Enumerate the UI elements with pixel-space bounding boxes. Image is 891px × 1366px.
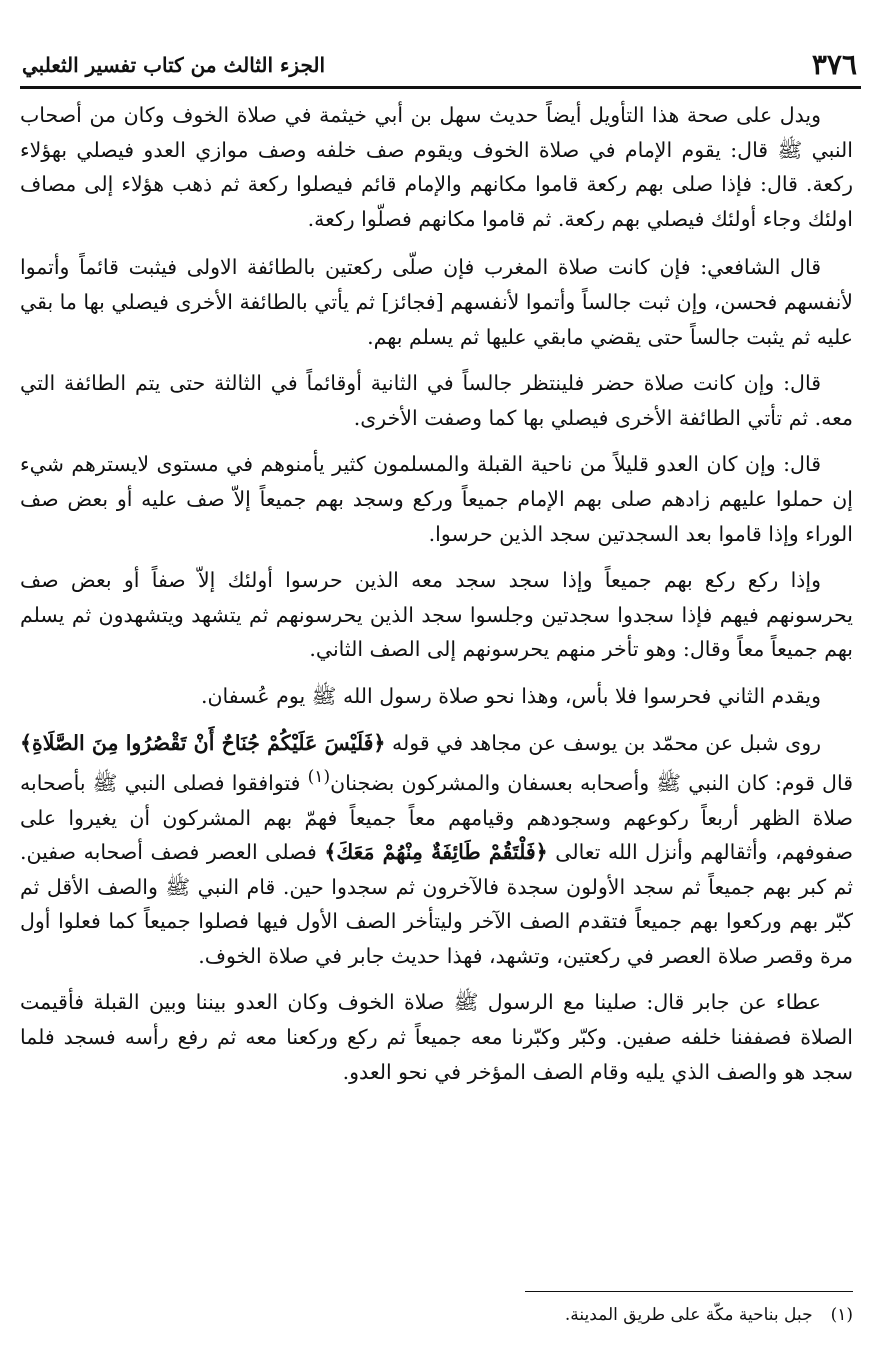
paragraph: قال الشافعي: فإن كانت صلاة المغرب فإن صلّى ركعتين بالطائفة الاولى فيثبت قائماً وأتموا لأنفسهم فحسن، وإن ثبت جالساً وأتموا لأنفسهم [فجائز] ثم يأتي بالطائفة الأخرى فيصلي بها ما بقي عليه ثم يثبت جالساً حتى يقضي مابقي عليها ثم يسلم بهم. xyxy=(20,255,853,349)
quran-verse: ﴿فَلْتَقُمْ طَائِفَةٌ مِنْهُمْ مَعَكَ﴾ xyxy=(324,840,548,865)
paragraph: قال: وإن كان العدو قليلاً من ناحية القبلة والمسلمون كثير يأمنوهم في مستوى لايسترهم شيء إن حملوا عليهم زادهم صلى بهم الإمام جميعاً وركع وسجد بهم جميعاً إلاّ صف عليه أو بعض صف الوراء وإذا قاموا بعد السجدتين سجد الذين حرسوا. xyxy=(20,452,853,546)
page-header xyxy=(22,40,857,80)
text-run: فصلى العصر فصف أصحابه صفين. ثم كبر بهم جميعاً ثم سجد الأولون سجدة فالآخرون ثم سجدوا حين. قام النبي ﷺ والصف الأقل ثم كبّر بهم وركعوا بهم جميعاً فتقدم الصف الآخر وليتأخر الصف الأول فيها فصلوا جميعاً كما فعلوا أول مرة وقصر صلاة العصر في ركعتين، وتشهد، فهذا حديث جابر في صلاة الخوف. xyxy=(20,840,853,968)
page-body xyxy=(20,98,853,1101)
running-title: الجزء الثالث من كتاب تفسير الثعلبي xyxy=(22,53,325,77)
paragraph: ويدل على صحة هذا التأويل أيضاً حديث سهل بن أبي خيثمة في صلاة الخوف وكان من أصحاب النبي ﷺ قال: يقوم الإمام في صلاة الخوف ويقوم صف خلفه وصف موازي العدو فيصلي بهؤلاء ركعة. قال: فإذا صلى بهم ركعة قاموا مكانهم والإمام قائم فيصلوا ركعة ثم ذهب هؤلاء إلى مصاف اولئك وجاء أولئك فيصلي بهم ركعة. ثم قاموا مكانهم فصلّوا ركعة. xyxy=(20,103,853,231)
paragraph: وإذا ركع ركع بهم جميعاً وإذا سجد سجد معه الذين حرسوا أولئك إلاّ صفاً أو بعض صف يحرسونهم فيهم فإذا سجدوا سجدتين وجلسوا سجد الذين يحرسونهم ثم يتشهد ويتشهدون ثم يسلم بهم جميعاً معاً وقال: وهو تأخر منهم يحرسونهم إلى الصف الثاني. xyxy=(20,568,853,662)
footnote-marker: (١) xyxy=(307,767,331,788)
text-run: فتوافقوا فصلى النبي ﷺ بأصحابه صلاة الظهر أربعاً ركوعهم وسجودهم وقيامهم معاً جميعاً فهمّ بهم المشركون أن يغيروا على صفوفهم، وأثقالهم وأنزل الله تعالى xyxy=(20,770,853,865)
paragraph: عطاء عن جابر قال: صلينا مع الرسول ﷺ صلاة الخوف وكان العدو بيننا وبين القبلة فأقيمت الصلاة فصففنا خلفه صفين. وكبّر وكبّرنا معه جميعاً ثم ركع وركعنا معه ثم رفع رأسه فسجد فلما سجد هو والصف الذي يليه وقام الصف المؤخر في نحو العدو. xyxy=(20,990,853,1084)
paragraph: ويقدم الثاني فحرسوا فلا بأس، وهذا نحو صلاة رسول الله ﷺ يوم عُسفان. xyxy=(200,683,821,708)
footnote-text: جبل بناحية مكّة على طريق المدينة. xyxy=(564,1305,813,1325)
paragraph-with-quran-verses xyxy=(20,726,853,974)
text-run: قال قوم: كان النبي ﷺ وأصحابه بعسفان والمشركون بضجنان xyxy=(330,770,853,795)
quran-verse: ﴿فَلَيْسَ عَلَيْكُمْ جُنَاحٌ أَنْ تَقْصُرُوا مِنَ الصَّلَاةِ﴾ xyxy=(20,730,386,755)
footnote-separator xyxy=(525,1291,853,1292)
footnote-number: (١) xyxy=(830,1305,853,1325)
paragraph: قال: وإن كانت صلاة حضر فلينتظر جالساً في الثانية أوقائماً في الثالثة حتى يتم الطائفة التي معه. ثم تأتي الطائفة الأخرى فيصلي بها كما وصفت الأخرى. xyxy=(20,371,853,430)
page-number: ٣٧٦ xyxy=(811,48,857,81)
text-run: روى شبل عن محمّد بن يوسف عن مجاهد في قوله xyxy=(385,730,821,755)
header-rule xyxy=(20,86,861,89)
footnote xyxy=(565,1303,853,1327)
